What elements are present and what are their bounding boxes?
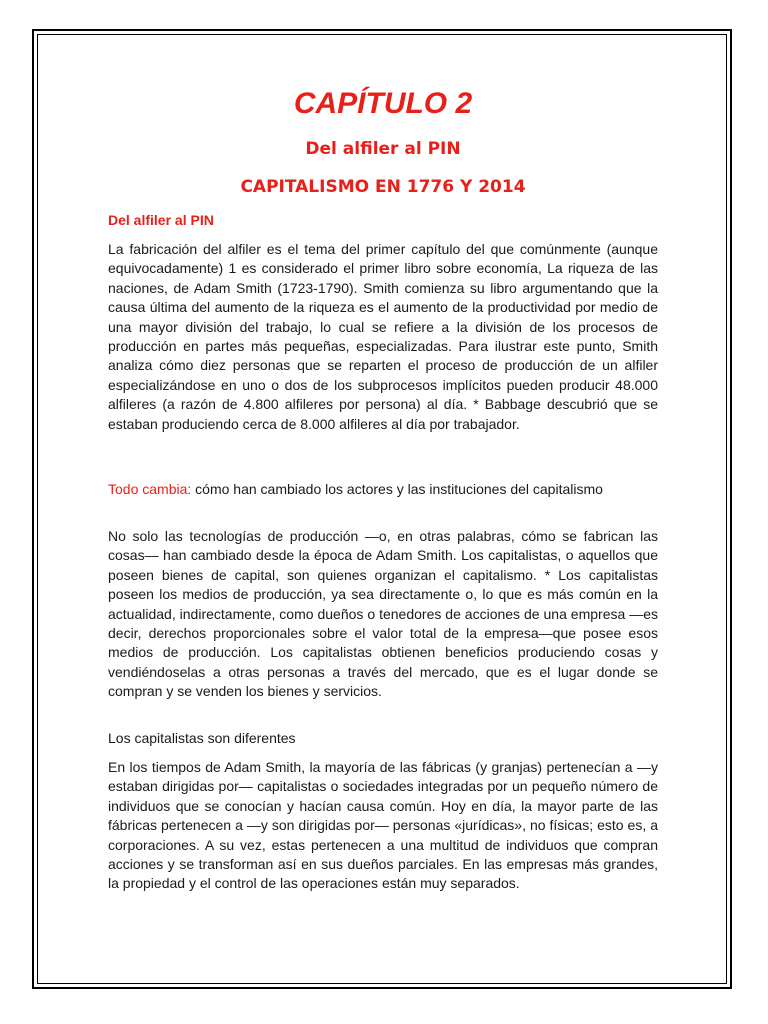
paragraph-2-lead: Todo cambia: — [108, 481, 192, 497]
chapter-subtitle: Del alfiler al PIN — [305, 139, 461, 159]
paragraph-2 — [108, 480, 658, 499]
paragraph-2-rest: cómo han cambiado los actores y las instituciones del capitalismo — [191, 481, 603, 497]
paragraph-3: No solo las tecnologías de producción —o, en otras palabras, cómo se fabrican las cosas— han cambiado desde la época de Adam Smith. Los capitalistas, o aquellos que poseen bienes de capital, son quienes organizan el capitalismo. * Los capitalistas poseen los medios de producción, ya sea directamente o, lo que es más común en la actualidad, indirectamente, como dueños o tenedores de acciones de una empresa —es decir, derechos proporcionales sobre el valor total de la empresa—que posee esos medios de producción. Los capitalistas obtienen beneficios produciendo cosas y vendiéndoselas a otras personas a través del mercado, que es el lugar donde se compran y se venden los bienes y servicios. — [108, 528, 658, 700]
paragraph-1: La fabricación del alfiler es el tema del primer capítulo del que comúnmente (aunque equivocadamente) 1 es considerado el primer libro sobre economía, La riqueza de las naciones, de Adam Smith (1723-1790). Smith comienza su libro argumentando que la causa última del aumento de la riqueza es el aumento de la productividad por medio de una mayor división del trabajo, lo cual se refiere a la división de los procesos de producción en partes más pequeñas, especializadas. Para ilustrar este punto, Smith analiza cómo diez personas que se reparten el proceso de producción de un alfiler especializándose en uno o dos de los subprocesos implícitos pueden producir 48.000 alfileres (a razón de 4.800 alfileres por persona) al día. * Babbage descubrió que se estaban produciendo cerca de 8.000 alfileres al día por trabajador. — [108, 241, 658, 432]
paragraph-4: Los capitalistas son diferentes — [108, 730, 296, 746]
chapter-section-title: CAPITALISMO EN 1776 Y 2014 — [240, 177, 526, 197]
paragraph-5: En los tiempos de Adam Smith, la mayoría de las fábricas (y granjas) pertenecían a —y estaban dirigidas por— capitalistas o sociedades integradas por un pequeño número de individuos que se conocían y hacían causa común. Hoy en día, la mayor parte de las fábricas pertenecen a —y son dirigidas por— personas «jurídicas», no físicas; esto es, a corporaciones. A su vez, estas pertenecen a una multitud de individuos que compran acciones y se transforman así en sus dueños parciales. En las empresas más grandes, la propiedad y el control de las operaciones están muy separados. — [108, 759, 658, 892]
section-heading: Del alfiler al PIN — [108, 212, 214, 228]
chapter-title: CAPÍTULO 2 — [293, 87, 473, 120]
